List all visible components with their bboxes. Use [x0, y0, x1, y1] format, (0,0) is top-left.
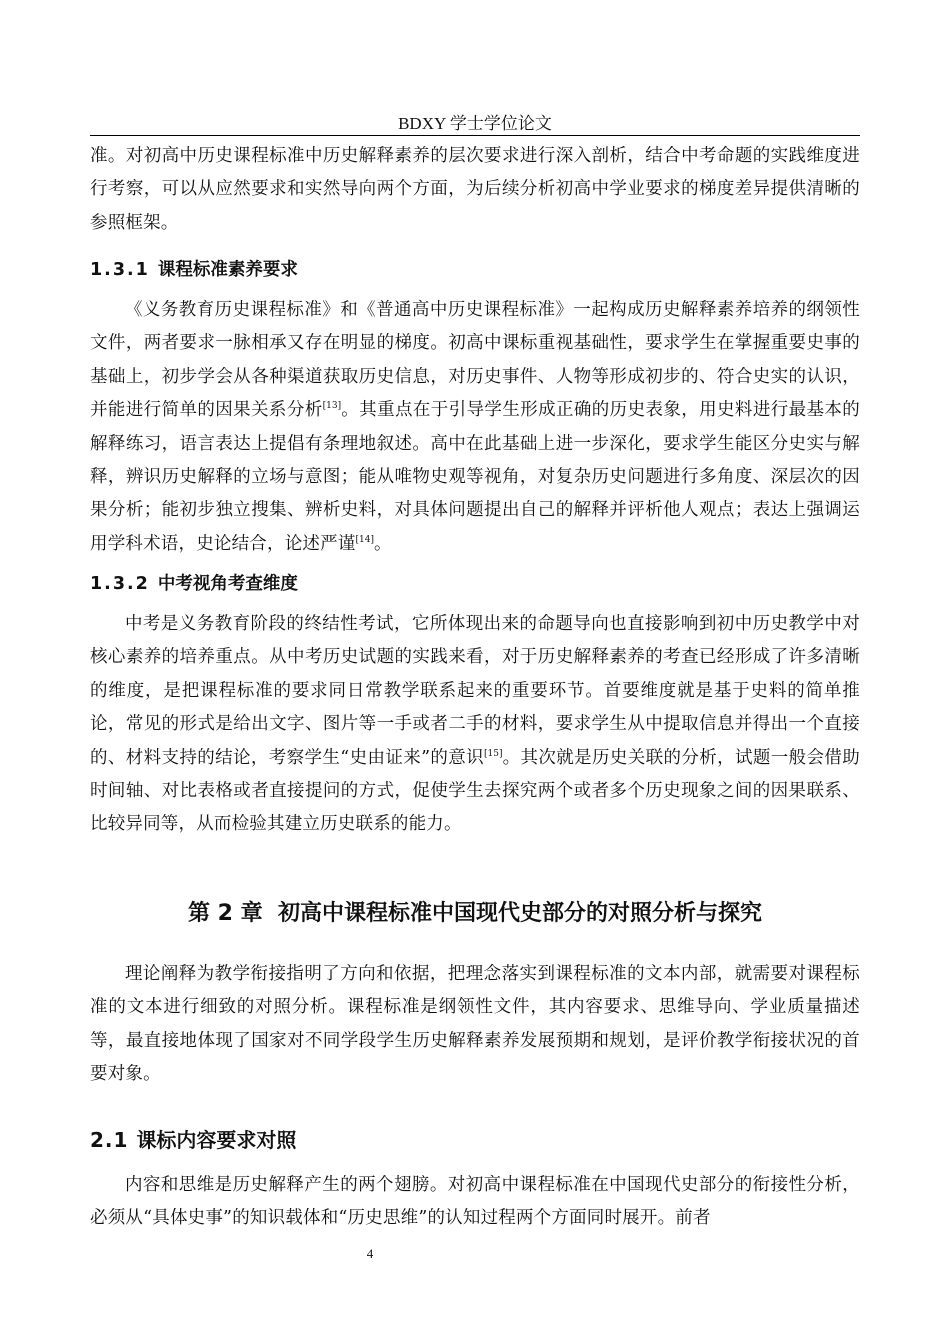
chapter-label: 第 2 章	[188, 901, 263, 926]
section-heading-1-3-2	[90, 572, 860, 596]
section-number: 2.1	[90, 1128, 129, 1152]
section-title: 课标内容要求对照	[136, 1128, 297, 1152]
citation-13: [13]	[322, 401, 342, 412]
section-heading-1-3-1	[90, 258, 860, 282]
paragraph-content-comparison: 内容和思维是历史解释产生的两个翅膀。对初高中课程标准在中国现代史部分的衔接性分析，必须从“具体史事”的知识载体和“历史思维”的认知过程两个方面同时展开。前者	[90, 1175, 860, 1229]
paragraph-chapter-intro: 理论阐释为教学衔接指明了方向和依据，把理念落实到课程标准的文本内部，就需要对课程标准的文本进行细致的对照分析。课程标准是纲领性文件，其内容要求、思维导向、学业质量描述等，最直接地体现了国家对不同学段学生历史解释素养发展预期和规划，是评价教学衔接状况的首要对象。	[90, 964, 860, 1085]
paragraph-text: 《义务教育历史课程标准》和《普通高中历史课程标准》一起构成历史解释素养培养的纲领性文件，两者要求一脉相承又存在明显的梯度。初高中课标重视基础性，要求学生在掌握重要史事的基础上，初步学会从各种渠道获取历史信息，对历史事件、人物等形成初步的、符合史实的认识，并能进行简单的因果关系分析	[90, 300, 860, 421]
chapter-heading	[90, 899, 860, 929]
section-number: 1.3.1	[90, 260, 150, 280]
paragraph-text: 。其次就是历史关联的分析，试题一般会借助时间轴、对比表格或者直接提问的方式，促使学生去探究两个或者多个历史现象之间的因果联系、比较异同等，从而检验其建立历史联系的能力。	[90, 747, 860, 835]
paragraph-exam-dimensions	[90, 608, 860, 842]
page-number: 4	[366, 1246, 374, 1261]
page-header: BDXY 学士学位论文	[398, 114, 552, 133]
section-title: 课程标准素养要求	[157, 260, 298, 280]
header-rule	[90, 135, 860, 136]
paragraph-text: 。	[373, 533, 392, 554]
citation-14: [14]	[355, 535, 374, 546]
section-number: 1.3.2	[90, 574, 150, 594]
chapter-title: 初高中课程标准中国现代史部分的对照分析与探究	[277, 901, 762, 926]
paragraph-continued: 准。对初高中历史课程标准中历史解释素养的层次要求进行深入剖析，结合中考命题的实践维度进行考察，可以从应然要求和实然导向两个方面，为后续分析初高中学业要求的梯度差异提供清晰的参照框架。	[90, 146, 860, 233]
citation-15: [15]	[484, 748, 503, 759]
section-heading-2-1	[90, 1127, 860, 1153]
section-title: 中考视角考查维度	[157, 574, 298, 594]
paragraph-text: 。其重点在于引导学生形成正确的历史表象，用史料进行最基本的解释练习，语言表达上提倡有条理地叙述。高中在此基础上进一步深化，要求学生能区分史实与解释，辨识历史解释的立场与意图；能从唯物史观等视角，对复杂历史问题进行多角度、深层次的因果分析；能初步独立搜集、辨析史料，对具体问题提出自己的解释并评析他人观点；表达上强调运用学科术语，史论结合，论述严谨	[90, 400, 860, 554]
paragraph-text: 中考是义务教育阶段的终结性考试，它所体现出来的命题导向也直接影响到初中历史教学中对核心素养的培养重点。从中考历史试题的实践来看，对于历史解释素养的考查已经形成了许多清晰的维度，是把课程标准的要求同日常教学联系起来的重要环节。首要维度就是基于史料的简单推论，常见的形式是给出文字、图片等一手或者二手的材料，要求学生从中提取信息并得出一个直接的、材料支持的结论，考察学生“史由证来”的意识	[90, 614, 860, 768]
paragraph-curriculum-standards	[90, 294, 860, 561]
